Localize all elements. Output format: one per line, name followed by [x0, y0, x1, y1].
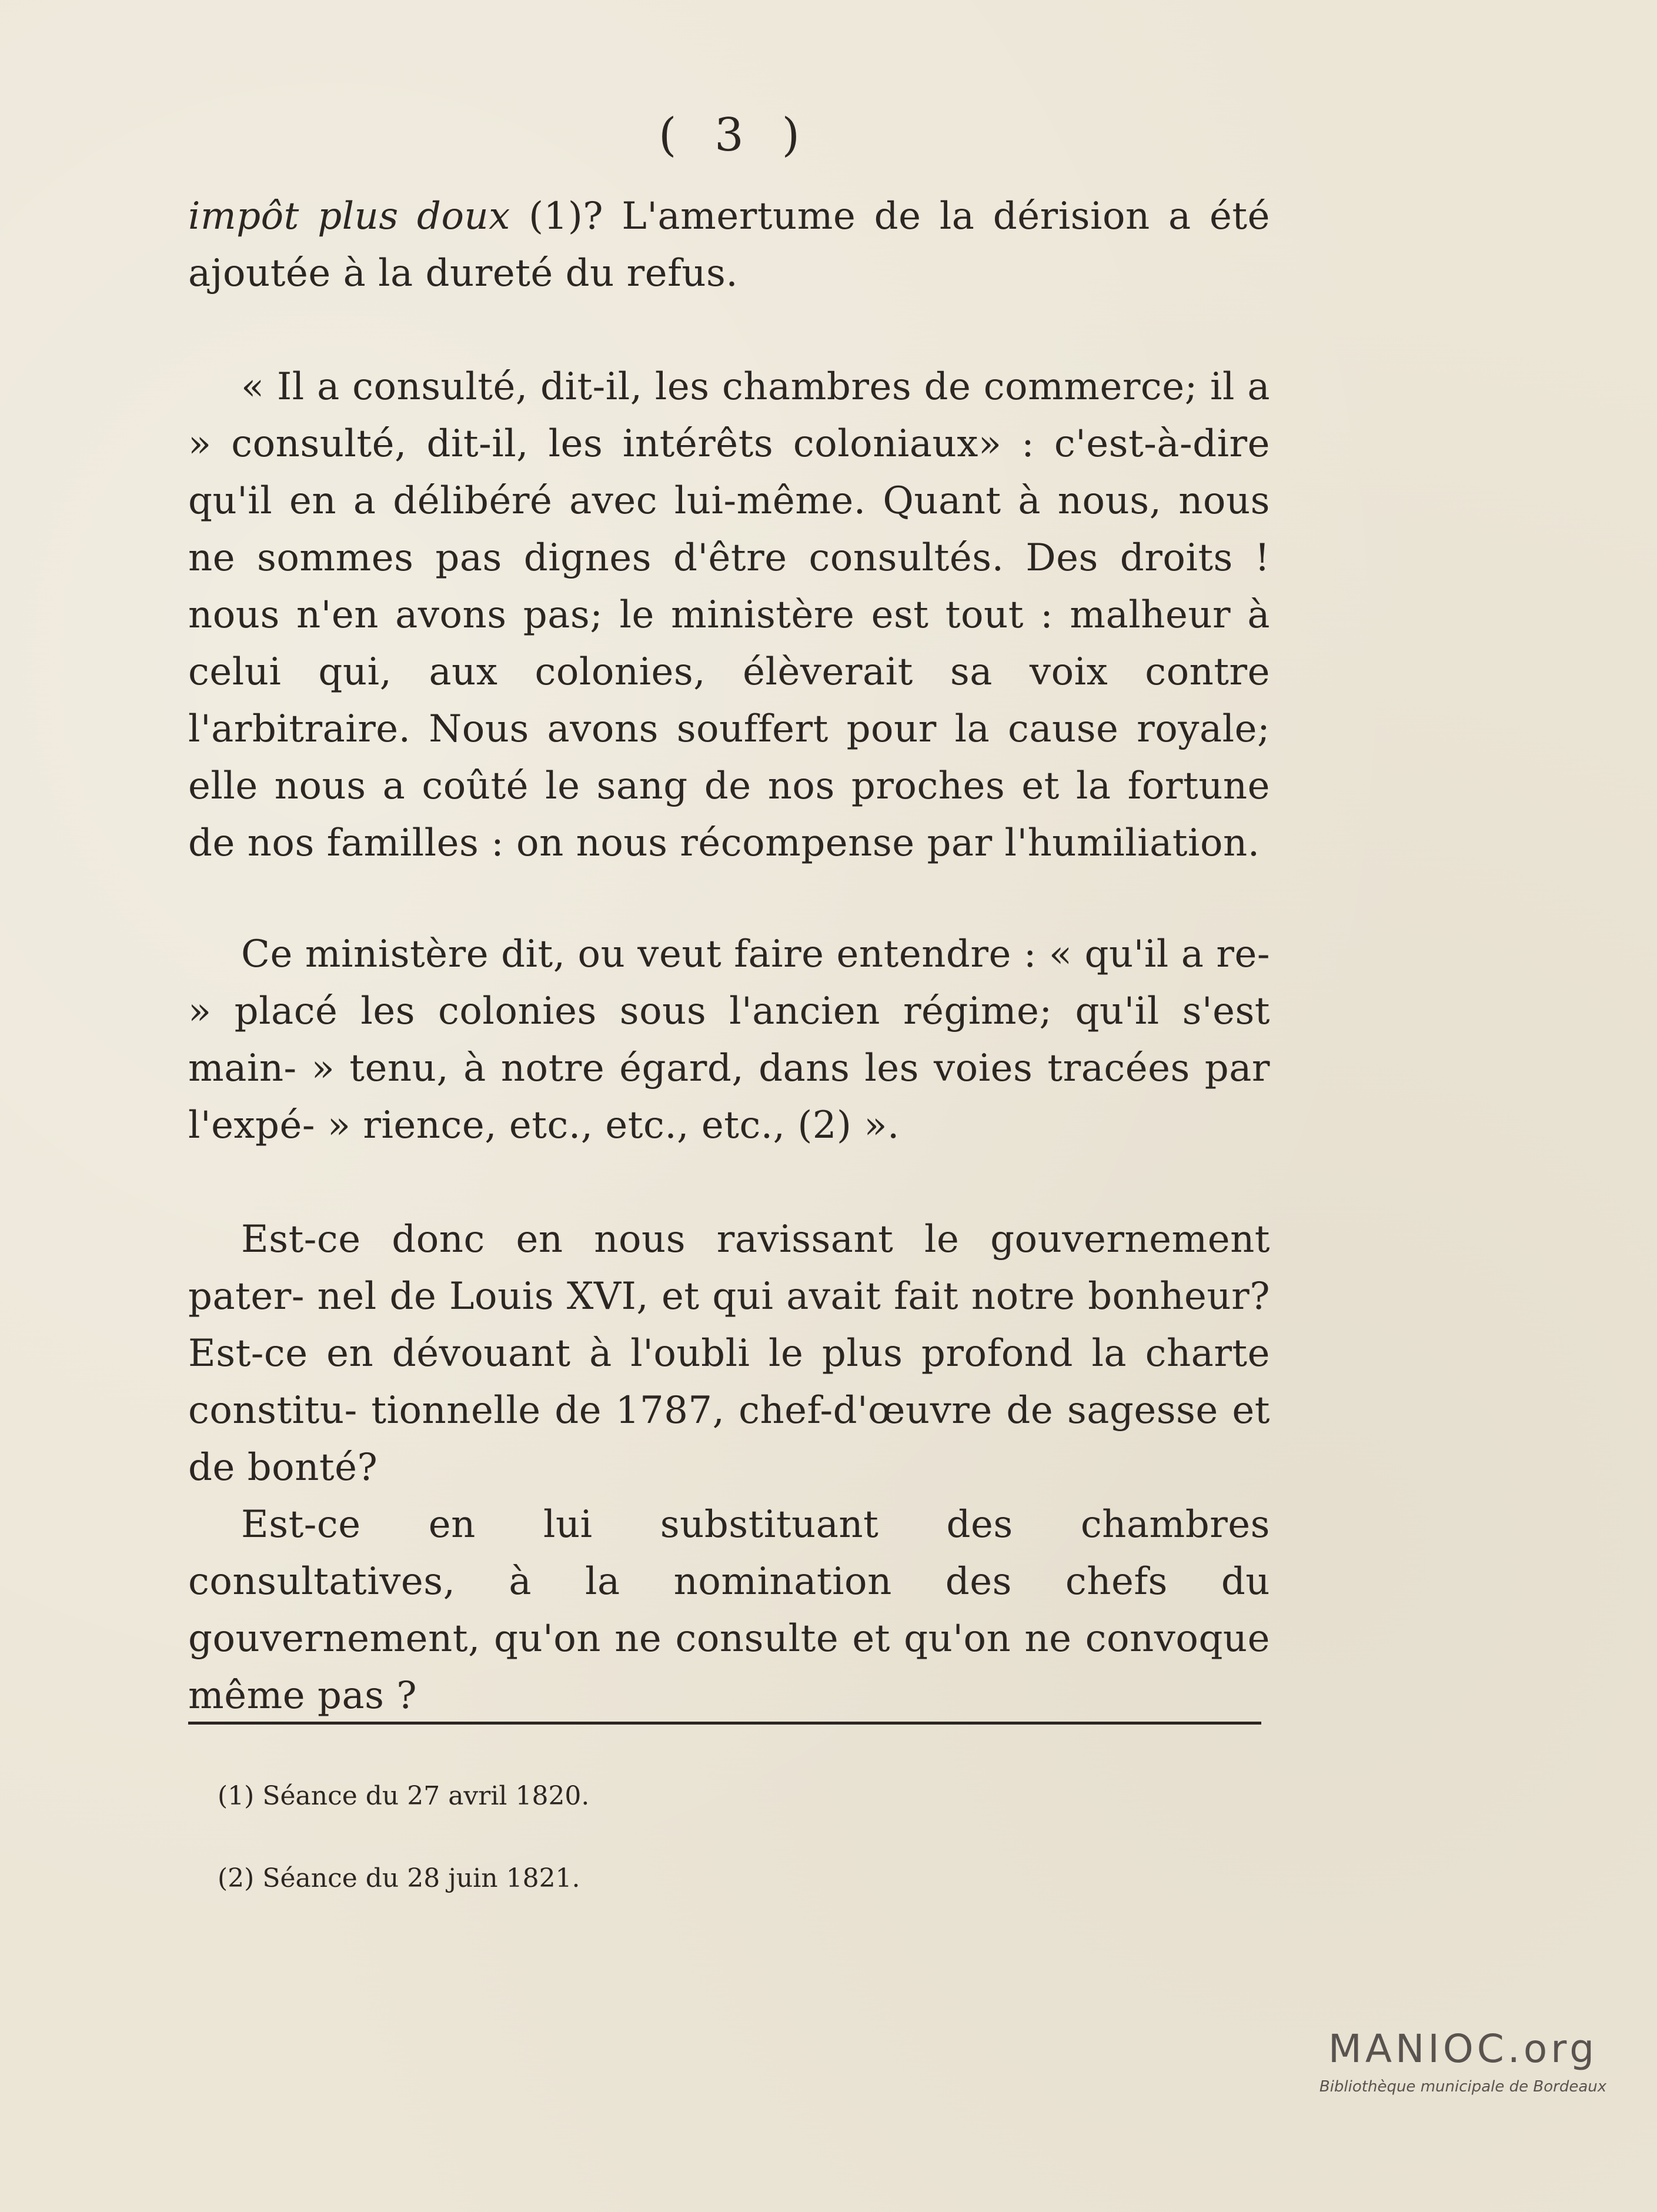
paragraph-4-text: Est-ce donc en nous ravissant le gouvernement pater- nel de Louis XVI, et qui avait fait notre bonheur? Est-ce en dévouant à l'oubli le plus profond la charte constitu- tionnelle de 1787, chef-d'œuvre de sagesse et de bonté?	[188, 1218, 1270, 1489]
manioc-watermark	[1310, 2026, 1616, 2097]
paragraph-2	[188, 359, 1270, 872]
paragraph-3	[188, 926, 1270, 1154]
page-number: ( 3 )	[658, 109, 812, 162]
paragraph-5-text: Est-ce en lui substituant des chambres consultatives, à la nomination des chefs du gouvernement, qu'on ne consulte et qu'on ne convoque même pas ?	[188, 1503, 1270, 1718]
footnote-2: (2) Séance du 28 juin 1821.	[218, 1863, 580, 1893]
paragraph-1-italic: impôt plus doux	[188, 195, 510, 238]
watermark-logo: MANIOC.org	[1328, 2026, 1598, 2071]
paragraph-1-text: (1)? L'amertume de la dérision a été ajoutée à la dureté du refus.	[188, 195, 1271, 295]
paragraph-1	[188, 188, 1270, 302]
watermark-subtitle: Bibliothèque municipale de Bordeaux	[1319, 2078, 1607, 2096]
paragraph-3-text: Ce ministère dit, ou veut faire entendre : « qu'il a re- » placé les colonies sous l'ancien régime; qu'il s'est main- » tenu, à notre égard, dans les voies tracées par l'expé- » rience, etc., etc., etc., (2) ».	[188, 933, 1270, 1147]
paragraph-5	[188, 1496, 1270, 1725]
footnote-divider	[188, 1722, 1261, 1725]
footnote-1: (1) Séance du 27 avril 1820.	[218, 1781, 590, 1811]
paragraph-4	[188, 1211, 1270, 1496]
paragraph-2-text: « Il a consulté, dit-il, les chambres de commerce; il a » consulté, dit-il, les intérêts coloniaux» : c'est-à-dire qu'il en a délibéré avec lui-même. Quant à nous, nous ne sommes pas dignes d'être consultés. Des droits ! nous n'en avons pas; le ministère est tout : malheur à celui qui, aux colonies, élèverait sa voix contre l'arbitraire. Nous avons souffert pour la cause royale; elle nous a coûté le sang de nos proches et la fortune de nos familles : on nous récompense par l'humiliation.	[188, 365, 1270, 865]
